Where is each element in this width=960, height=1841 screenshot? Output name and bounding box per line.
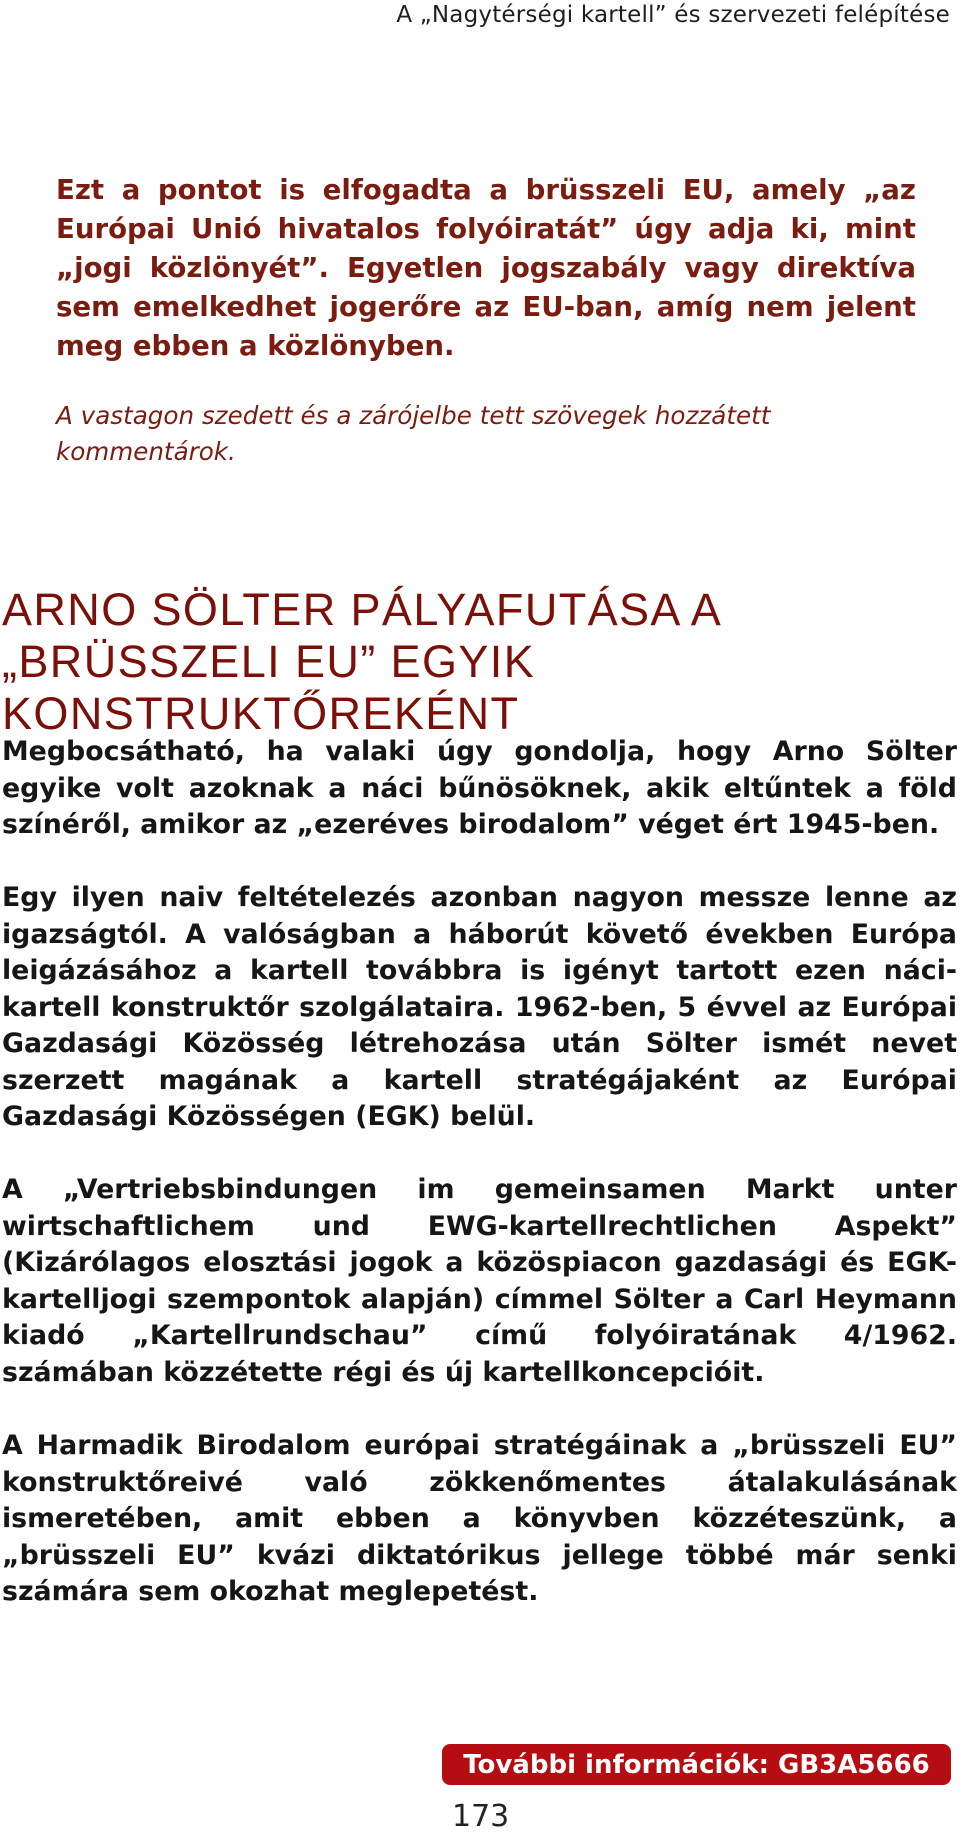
body-paragraph-3: A „Vertriebsbindungen im gemeinsamen Markt unter wirtschaftlichem und EWG-kartellrechtlichen Aspekt” (Kizárólagos elosztási jogok a közöspiacon gazdasági és EGK-kartelljogi szempontok alapján) címmel Sölter a Carl Heymann kiadó „Kartellrundschau” című folyóiratának 4/1962. számában közzétette régi és új kartellkoncepcióit.: [2, 1174, 957, 1388]
commentary-note: A vastagon szedett és a zárójelbe tett szövegek hozzátett kommentárok.: [56, 401, 771, 466]
body-paragraph-2: Egy ilyen naiv feltételezés azonban nagyon messze lenne az igazságtól. A valóságban a háborút követő években Európa leigázásához a kartell továbbra is igényt tartott ezen náci-kartell konstruktőr szolgálataira. 1962-ben, 5 évvel az Európai Gazdasági Közösség létrehozása után Sölter ismét nevet szerzett magának a kartell stratégájaként az Európai Gazdasági Közösségen (EGK) belül.: [2, 882, 957, 1132]
body-paragraph-1: Megbocsátható, ha valaki úgy gondolja, hogy Arno Sölter egyike volt azoknak a náci bűnösöknek, akik eltűntek a föld színéről, amikor az „ezeréves birodalom” véget ért 1945-ben.: [2, 736, 957, 840]
running-header: A „Nagytérségi kartell” és szervezeti felépítése: [396, 2, 950, 28]
section-heading: ARNO SÖLTER PÁLYAFUTÁSA A „BRÜSSZELI EU” EGYIK KONSTRUKTŐREKÉNT: [2, 584, 720, 739]
body-paragraph-4: A Harmadik Birodalom európai stratégáinak a „brüsszeli EU” konstruktőreivé való zökkenőmentes átalakulásának ismeretében, amit ebben a könyvben közzéteszünk, a „brüsszeli EU” kvázi diktatórikus jellege többé már senki számára sem okozhat meglepetést.: [2, 1430, 957, 1607]
quoted-red-paragraph: Ezt a pontot is elfogadta a brüsszeli EU, amely „az Európai Unió hivatalos folyóiratát” úgy adja ki, mint „jogi közlönyét”. Egyetlen jogszabály vagy direktíva sem emelkedhet jogerőre az EU-ban, amíg nem jelent meg ebben a közlönyben.: [56, 173, 916, 362]
more-info-banner: [442, 1744, 951, 1785]
more-info-label: További információk: GB3A5666: [463, 1749, 930, 1780]
page-number: 173: [452, 1799, 510, 1834]
